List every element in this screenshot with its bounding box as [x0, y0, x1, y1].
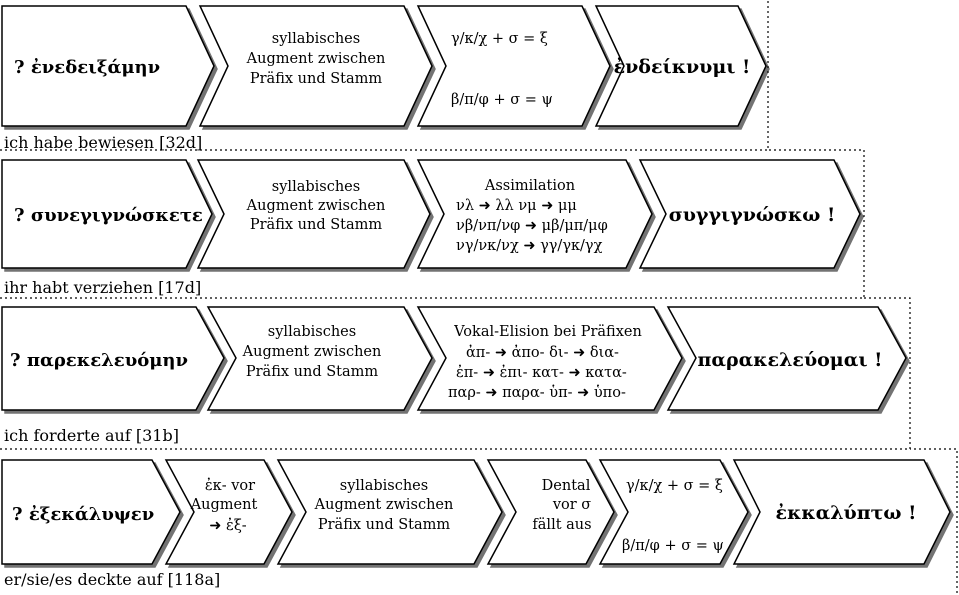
step-text: syllabisches	[267, 324, 357, 340]
lemma: συγγιγνώσκω !	[668, 204, 836, 226]
translation: ich habe bewiesen [32d]	[4, 133, 203, 152]
step-chevron	[488, 460, 614, 564]
step-text: syllabisches	[271, 31, 361, 47]
inflected-word: ? παρεκελευόμην	[10, 350, 188, 371]
step-text: γ/κ/χ + σ = ξ	[451, 31, 548, 47]
step-text: Assimilation	[484, 178, 576, 194]
step-text: Augment zwischen	[242, 344, 382, 360]
step-chevron	[418, 6, 610, 126]
step-text: syllabisches	[339, 478, 429, 494]
step-text: Präfix und Stamm	[317, 517, 451, 533]
step-text: Präfix und Stamm	[245, 364, 379, 380]
step-text: γ/κ/χ + σ = ξ	[626, 478, 723, 494]
inflected-word: ? ἐξεκάλυψεν	[12, 504, 155, 525]
step-text: Vokal-Elision bei Präfixen	[454, 324, 642, 340]
lemma: ἐνδείκνυμι !	[613, 56, 751, 78]
step-text: fällt aus	[532, 517, 592, 533]
step-text: ἀπ- ➜ ἀπο- δι- ➜ δια-	[466, 345, 619, 361]
step-text: νλ ➜ λλ νμ ➜ μμ	[456, 198, 577, 214]
step-text: νβ/νπ/νφ ➜ μβ/μπ/μφ	[456, 218, 608, 234]
translation: ich forderte auf [31b]	[4, 426, 179, 445]
step-text: Präfix und Stamm	[249, 71, 383, 87]
step-text: Dental	[541, 478, 591, 494]
step-text: νγ/νκ/νχ ➜ γγ/γκ/γχ	[456, 238, 603, 254]
step-text: ἐπ- ➜ ἐπι- κατ- ➜ κατα-	[456, 365, 627, 381]
step-text: παρ- ➜ παρα- ὑπ- ➜ ὑπο-	[448, 385, 626, 401]
row-3	[2, 307, 906, 445]
lemma: ἐκκαλύπτω !	[775, 502, 917, 524]
step-text: Präfix und Stamm	[249, 217, 383, 233]
lemma: παρακελεύομαι !	[697, 349, 883, 371]
step-text: Augment	[190, 497, 258, 513]
step-text: β/π/φ + σ = ψ	[451, 92, 553, 108]
step-text: Augment zwischen	[314, 497, 454, 513]
step-chevron	[198, 160, 430, 268]
inflected-word: ? ἐνεδειξάμην	[14, 57, 161, 78]
inflected-word: ? συνεγιγνώσκετε	[14, 205, 203, 226]
translation: er/sie/es deckte auf [118a]	[4, 570, 221, 589]
row-2	[2, 160, 860, 297]
translation: ihr habt verziehen [17d]	[4, 278, 202, 297]
step-text: syllabisches	[271, 179, 361, 195]
step-text: ➜ ἐξ-	[209, 518, 247, 534]
row-1	[2, 6, 766, 152]
step-text: ἐκ- vor	[204, 478, 256, 494]
step-text: Augment zwischen	[246, 51, 386, 67]
step-text: β/π/φ + σ = ψ	[622, 538, 724, 554]
row-4	[2, 460, 950, 589]
step-text: Augment zwischen	[246, 198, 386, 214]
step-text: vor σ	[552, 497, 592, 513]
